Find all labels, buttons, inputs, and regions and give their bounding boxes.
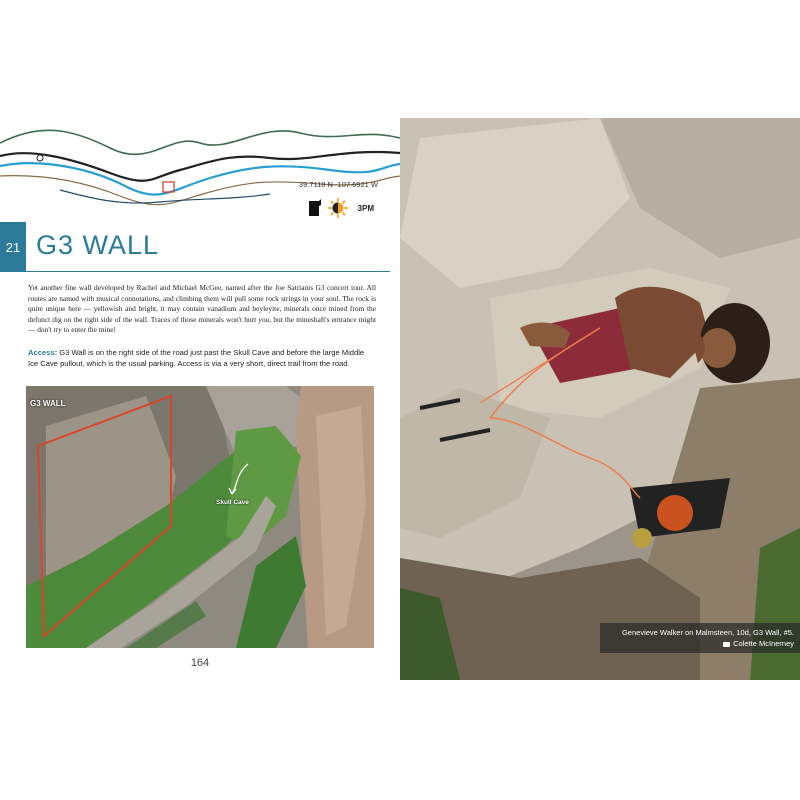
title-divider — [26, 271, 390, 272]
access-paragraph — [28, 348, 376, 369]
intro-paragraph: Yet another fine wall developed by Rachel and Michael McGee, named after the Joe Satrianis G3 concert tour. All routes are named with musical connotations, and climbing them will pull some rock strings in your soul. The rock is quite unique here — yellowish and bright, it may contain vanadium and beyleyite, minerals once mined from the defunct dig on the right side of the wall. Traces of those minerals won't hurt you, but the mineshaft's entrance might — don't try to enter the mine! — [28, 283, 376, 335]
page-title: G3 WALL — [36, 230, 160, 260]
access-label: Access: — [28, 348, 58, 357]
book-spread — [0, 118, 800, 680]
page-number: 164 — [190, 657, 210, 669]
camera-icon — [723, 642, 730, 647]
access-text: G3 Wall is on the right side of the road just past the Skull Cave and before the large Middle Ice Cave pullout, which is the usual parking. Access is via a very short, direct trail from the road. — [28, 348, 365, 368]
shade-icon — [308, 199, 322, 217]
photo-caption — [600, 623, 800, 653]
aspect-info — [308, 198, 374, 218]
credit-name: Colette McInerney — [733, 639, 794, 648]
area-number: 21 — [0, 222, 26, 272]
caption-text: Genevieve Walker on Malmsteen, 10d, G3 Wall, #5. — [621, 628, 794, 637]
right-page — [400, 118, 800, 680]
climber-photo — [400, 118, 800, 680]
photo-credit — [600, 638, 794, 649]
topo-photo — [26, 386, 374, 648]
skull-cave-label: Skull Cave — [216, 499, 249, 506]
sun-icon — [328, 198, 348, 218]
gps-coordinates: 39.7118 N -107.6921 W — [298, 180, 378, 189]
wall-label: G3 WALL — [30, 399, 66, 408]
sun-time: 3PM — [357, 203, 374, 213]
left-page — [0, 118, 400, 680]
canyon-photo — [26, 386, 374, 648]
area-title-bar — [0, 222, 400, 272]
